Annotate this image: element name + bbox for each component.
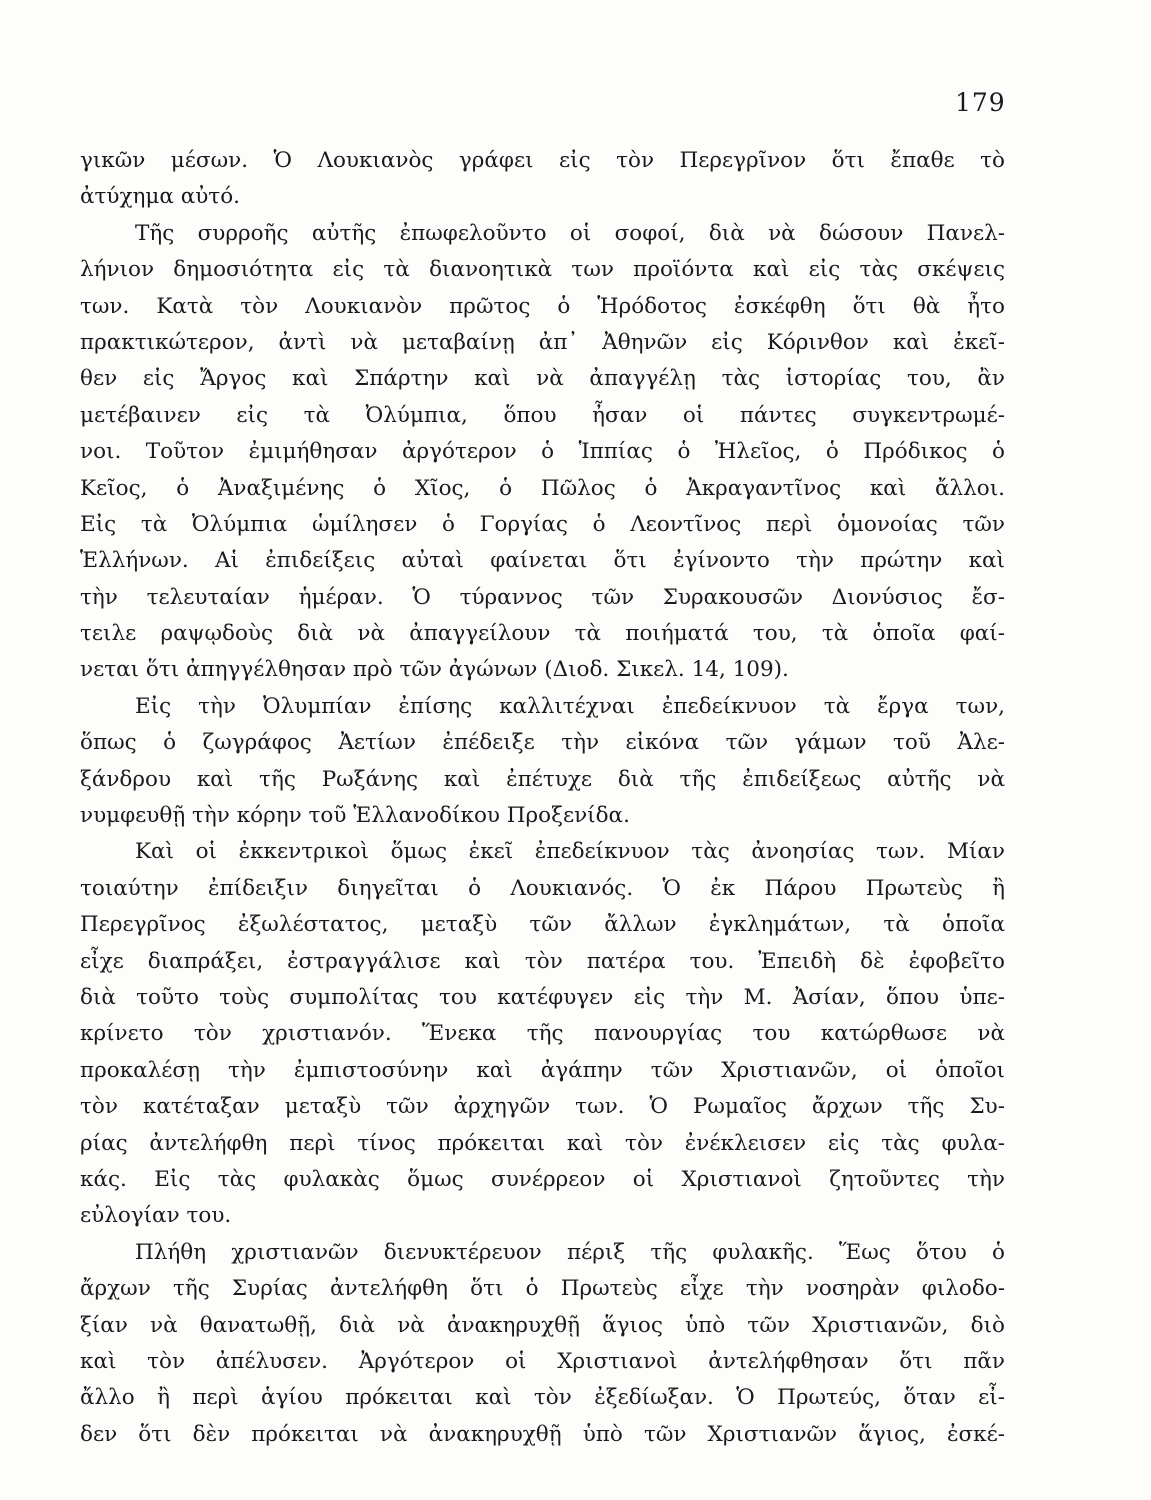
text-line: θεν εἰς Ἄργος καὶ Σπάρτην καὶ νὰ ἀπαγγέλῃ τὰς ἱστορίας του, ἂν <box>80 366 1005 392</box>
text-line: ἄλλο ἢ περὶ ἁγίου πρόκειται καὶ τὸν ἐξεδίωξαν. Ὁ Πρωτεύς, ὅταν εἶ- <box>80 1385 1005 1411</box>
text-line: Εἰς τὰ Ὀλύμπια ὡμίλησεν ὁ Γοργίας ὁ Λεοντῖνος περὶ ὁμονοίας τῶν <box>80 511 1005 537</box>
text-line: νοι. Τοῦτον ἐμιμήθησαν ἀργότερον ὁ Ἱππίας ὁ Ἠλεῖος, ὁ Πρόδικος ὁ <box>80 439 1005 465</box>
text-line: κρίνετο τὸν χριστιανόν. Ἕνεκα τῆς πανουργίας του κατώρθωσε νὰ <box>80 1021 1005 1047</box>
text-line: νεται ὅτι ἀπηγγέλθησαν πρὸ τῶν ἀγώνων (Διοδ. Σικελ. 14, 109). <box>80 657 789 683</box>
text-line: Πλήθη χριστιανῶν διενυκτέρευον πέριξ τῆς φυλακῆς. Ἕως ὅτου ὁ <box>135 1239 1005 1265</box>
text-line: δεν ὅτι δὲν πρόκειται νὰ ἀνακηρυχθῇ ὑπὸ τῶν Χριστιανῶν ἅγιος, ἐσκέ- <box>80 1421 1005 1447</box>
text-line: ὅπως ὁ ζωγράφος Ἀετίων ἐπέδειξε τὴν εἰκόνα τῶν γάμων τοῦ Ἀλε- <box>80 730 1005 756</box>
text-line: εἶχε διαπράξει, ἐστραγγάλισε καὶ τὸν πατέρα του. Ἐπειδὴ δὲ ἐφοβεῖτο <box>80 948 1005 974</box>
text-line: κάς. Εἰς τὰς φυλακὰς ὅμως συνέρρεον οἱ Χριστιανοὶ ζητοῦντες τὴν <box>80 1166 1005 1192</box>
text-line: νυμφευθῇ τὴν κόρην τοῦ Ἑλλανοδίκου Προξενίδα. <box>80 803 630 829</box>
text-line: διὰ τοῦτο τοὺς συμπολίτας του κατέφυγεν εἰς τὴν Μ. Ἀσίαν, ὅπου ὑπε- <box>80 984 1005 1010</box>
text-line: λήνιον δημοσιότητα εἰς τὰ διανοητικὰ των προϊόντα καὶ εἰς τὰς σκέψεις <box>80 257 1005 283</box>
text-line: τὸν κατέταξαν μεταξὺ τῶν ἀρχηγῶν των. Ὁ Ρωμαῖος ἄρχων τῆς Συ- <box>80 1094 1005 1120</box>
text-line: Εἰς τὴν Ὀλυμπίαν ἐπίσης καλλιτέχναι ἐπεδείκνυον τὰ ἔργα των, <box>135 693 1005 719</box>
text-line: ξάνδρου καὶ τῆς Ρωξάνης καὶ ἐπέτυχε διὰ τῆς ἐπιδείξεως αὐτῆς νὰ <box>80 766 1005 792</box>
text-line: Κεῖος, ὁ Ἀναξιμένης ὁ Χῖος, ὁ Πῶλος ὁ Ἀκραγαντῖνος καὶ ἄλλοι. <box>80 475 1005 501</box>
text-line: προκαλέσῃ τὴν ἐμπιστοσύνην καὶ ἀγάπην τῶν Χριστιανῶν, οἱ ὁποῖοι <box>80 1057 1005 1083</box>
text-line: ρίας ἀντελήφθη περὶ τίνος πρόκειται καὶ τὸν ἐνέκλεισεν εἰς τὰς φυλα- <box>80 1130 1005 1156</box>
text-line: Καὶ οἱ ἐκκεντρικοὶ ὅμως ἐκεῖ ἐπεδείκνυον τὰς ἀνοησίας των. Μίαν <box>135 839 1005 865</box>
text-line: ξίαν νὰ θανατωθῇ, διὰ νὰ ἀνακηρυχθῇ ἅγιος ὑπὸ τῶν Χριστιανῶν, διὸ <box>80 1312 1005 1338</box>
text-line: πρακτικώτερον, ἀντὶ νὰ μεταβαίνῃ ἀπ᾿ Ἀθηνῶν εἰς Κόρινθον καὶ ἐκεῖ- <box>80 329 1005 355</box>
text-line: γικῶν μέσων. Ὁ Λουκιανὸς γράφει εἰς τὸν Περεγρῖνον ὅτι ἔπαθε τὸ <box>80 148 1005 173</box>
text-line: καὶ τὸν ἀπέλυσεν. Ἀργότερον οἱ Χριστιανοὶ ἀντελήφθησαν ὅτι πᾶν <box>80 1348 1005 1374</box>
text-line: Ἑλλήνων. Αἱ ἐπιδείξεις αὐταὶ φαίνεται ὅτι ἐγίνοντο τὴν πρώτην καὶ <box>80 548 1005 574</box>
body-text <box>80 143 1005 1453</box>
text-line: Τῆς συρροῆς αὐτῆς ἐπωφελοῦντο οἱ σοφοί, διὰ νὰ δώσουν Πανελ- <box>135 220 1005 246</box>
text-line: ἄρχων τῆς Συρίας ἀντελήφθη ὅτι ὁ Πρωτεὺς εἶχε τὴν νοσηρὰν φιλοδο- <box>80 1276 1005 1302</box>
text-line: ἀτύχημα αὐτό. <box>80 184 240 210</box>
text-line: εὐλογίαν του. <box>80 1203 232 1229</box>
text-line: των. Κατὰ τὸν Λουκιανὸν πρῶτος ὁ Ἡρόδοτος ἐσκέφθη ὅτι θὰ ἦτο <box>80 293 1005 319</box>
text-line: μετέβαινεν εἰς τὰ Ὀλύμπια, ὅπου ἦσαν οἱ πάντες συγκεντρωμέ- <box>80 402 1005 428</box>
page-number: 179 <box>955 88 1006 117</box>
text-line: τοιαύτην ἐπίδειξιν διηγεῖται ὁ Λουκιανός. Ὁ ἐκ Πάρου Πρωτεὺς ἢ <box>80 875 1005 901</box>
text-line: τειλε ραψῳδοὺς διὰ νὰ ἀπαγγείλουν τὰ ποιήματά του, τὰ ὁποῖα φαί- <box>80 621 1005 647</box>
text-line: τὴν τελευταίαν ἡμέραν. Ὁ τύραννος τῶν Συρακουσῶν Διονύσιος ἔσ- <box>80 584 1005 610</box>
text-line: Περεγρῖνος ἐξωλέστατος, μεταξὺ τῶν ἄλλων ἐγκλημάτων, τὰ ὁποῖα <box>80 912 1005 938</box>
